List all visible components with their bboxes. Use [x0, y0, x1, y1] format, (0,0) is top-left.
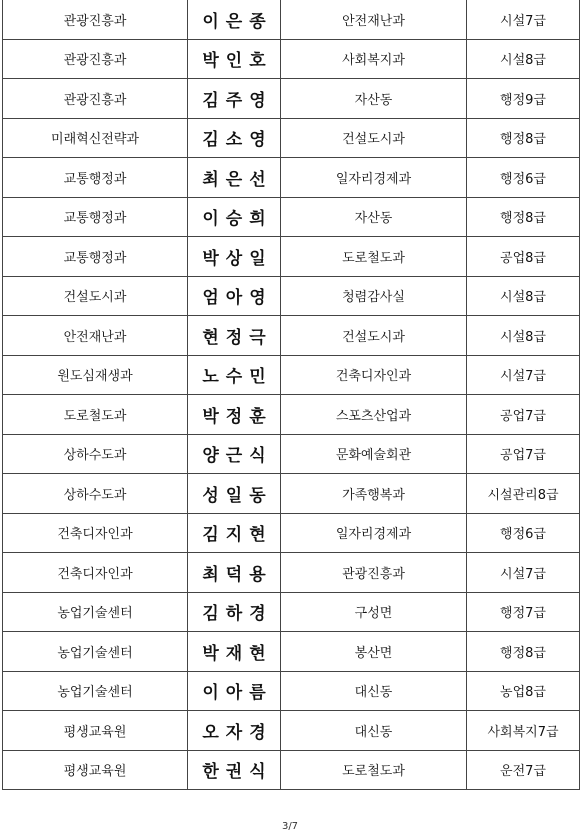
from-department-cell: 안전재난과 — [3, 316, 188, 356]
table-row — [3, 711, 580, 751]
from-department-cell: 건설도시과 — [3, 276, 188, 316]
table-row — [3, 118, 580, 158]
to-department-cell: 건설도시과 — [281, 118, 467, 158]
grade-cell: 행정7급 — [467, 592, 580, 632]
grade-cell: 운전7급 — [467, 750, 580, 790]
table-row — [3, 553, 580, 593]
from-department-cell: 도로철도과 — [3, 395, 188, 435]
grade-cell: 행정8급 — [467, 197, 580, 237]
to-department-cell: 안전재난과 — [281, 0, 467, 39]
table-row — [3, 395, 580, 435]
to-department-cell: 청렴감사실 — [281, 276, 467, 316]
from-department-cell: 관광진흥과 — [3, 39, 188, 79]
grade-cell: 시설8급 — [467, 276, 580, 316]
to-department-cell: 대신동 — [281, 671, 467, 711]
to-department-cell: 대신동 — [281, 711, 467, 751]
from-department-cell: 평생교육원 — [3, 750, 188, 790]
to-department-cell: 봉산면 — [281, 632, 467, 672]
personnel-transfer-table — [2, 0, 580, 790]
table-body — [3, 0, 580, 790]
to-department-cell: 구성면 — [281, 592, 467, 632]
from-department-cell: 건축디자인과 — [3, 513, 188, 553]
from-department-cell: 관광진흥과 — [3, 0, 188, 39]
grade-cell: 시설7급 — [467, 0, 580, 39]
to-department-cell: 일자리경제과 — [281, 513, 467, 553]
from-department-cell: 상하수도과 — [3, 434, 188, 474]
table-row — [3, 316, 580, 356]
grade-cell: 시설8급 — [467, 316, 580, 356]
table-row — [3, 158, 580, 198]
table-row — [3, 237, 580, 277]
to-department-cell: 관광진흥과 — [281, 553, 467, 593]
grade-cell: 시설8급 — [467, 39, 580, 79]
employee-name-cell: 박인호 — [188, 39, 281, 79]
employee-name-cell: 김소영 — [188, 118, 281, 158]
from-department-cell: 교통행정과 — [3, 237, 188, 277]
to-department-cell: 스포츠산업과 — [281, 395, 467, 435]
from-department-cell: 교통행정과 — [3, 197, 188, 237]
employee-name-cell: 노수민 — [188, 355, 281, 395]
employee-name-cell: 김하경 — [188, 592, 281, 632]
employee-name-cell: 박상일 — [188, 237, 281, 277]
grade-cell: 공업7급 — [467, 434, 580, 474]
to-department-cell: 자산동 — [281, 197, 467, 237]
to-department-cell: 사회복지과 — [281, 39, 467, 79]
from-department-cell: 평생교육원 — [3, 711, 188, 751]
grade-cell: 공업7급 — [467, 395, 580, 435]
grade-cell: 시설7급 — [467, 355, 580, 395]
table-row — [3, 197, 580, 237]
employee-name-cell: 현정극 — [188, 316, 281, 356]
employee-name-cell: 엄아영 — [188, 276, 281, 316]
to-department-cell: 도로철도과 — [281, 237, 467, 277]
from-department-cell: 원도심재생과 — [3, 355, 188, 395]
table-row — [3, 276, 580, 316]
grade-cell: 행정6급 — [467, 513, 580, 553]
employee-name-cell: 최은선 — [188, 158, 281, 198]
from-department-cell: 농업기술센터 — [3, 632, 188, 672]
table-row — [3, 592, 580, 632]
table-row — [3, 632, 580, 672]
page-number: 3/7 — [281, 821, 299, 832]
employee-name-cell: 이승희 — [188, 197, 281, 237]
table-row — [3, 474, 580, 514]
grade-cell: 행정6급 — [467, 158, 580, 198]
from-department-cell: 건축디자인과 — [3, 553, 188, 593]
grade-cell: 사회복지7급 — [467, 711, 580, 751]
employee-name-cell: 최덕용 — [188, 553, 281, 593]
grade-cell: 시설7급 — [467, 553, 580, 593]
grade-cell: 농업8급 — [467, 671, 580, 711]
from-department-cell: 상하수도과 — [3, 474, 188, 514]
to-department-cell: 문화예술회관 — [281, 434, 467, 474]
employee-name-cell: 박정훈 — [188, 395, 281, 435]
table-row — [3, 434, 580, 474]
to-department-cell: 건축디자인과 — [281, 355, 467, 395]
table-row — [3, 671, 580, 711]
to-department-cell: 건설도시과 — [281, 316, 467, 356]
to-department-cell: 도로철도과 — [281, 750, 467, 790]
table-row — [3, 513, 580, 553]
from-department-cell: 관광진흥과 — [3, 79, 188, 119]
personnel-table-container — [2, 0, 579, 790]
table-row — [3, 750, 580, 790]
employee-name-cell: 성일동 — [188, 474, 281, 514]
to-department-cell: 자산동 — [281, 79, 467, 119]
from-department-cell: 농업기술센터 — [3, 592, 188, 632]
table-row — [3, 79, 580, 119]
employee-name-cell: 이아름 — [188, 671, 281, 711]
from-department-cell: 교통행정과 — [3, 158, 188, 198]
grade-cell: 행정8급 — [467, 118, 580, 158]
employee-name-cell: 오자경 — [188, 711, 281, 751]
table-row — [3, 39, 580, 79]
employee-name-cell: 한권식 — [188, 750, 281, 790]
grade-cell: 시설관리8급 — [467, 474, 580, 514]
grade-cell: 행정8급 — [467, 632, 580, 672]
grade-cell: 공업8급 — [467, 237, 580, 277]
to-department-cell: 가족행복과 — [281, 474, 467, 514]
employee-name-cell: 김주영 — [188, 79, 281, 119]
employee-name-cell: 이은종 — [188, 0, 281, 39]
employee-name-cell: 박재현 — [188, 632, 281, 672]
grade-cell: 행정9급 — [467, 79, 580, 119]
from-department-cell: 미래혁신전략과 — [3, 118, 188, 158]
to-department-cell: 일자리경제과 — [281, 158, 467, 198]
employee-name-cell: 김지현 — [188, 513, 281, 553]
employee-name-cell: 양근식 — [188, 434, 281, 474]
from-department-cell: 농업기술센터 — [3, 671, 188, 711]
table-row — [3, 0, 580, 39]
table-row — [3, 355, 580, 395]
